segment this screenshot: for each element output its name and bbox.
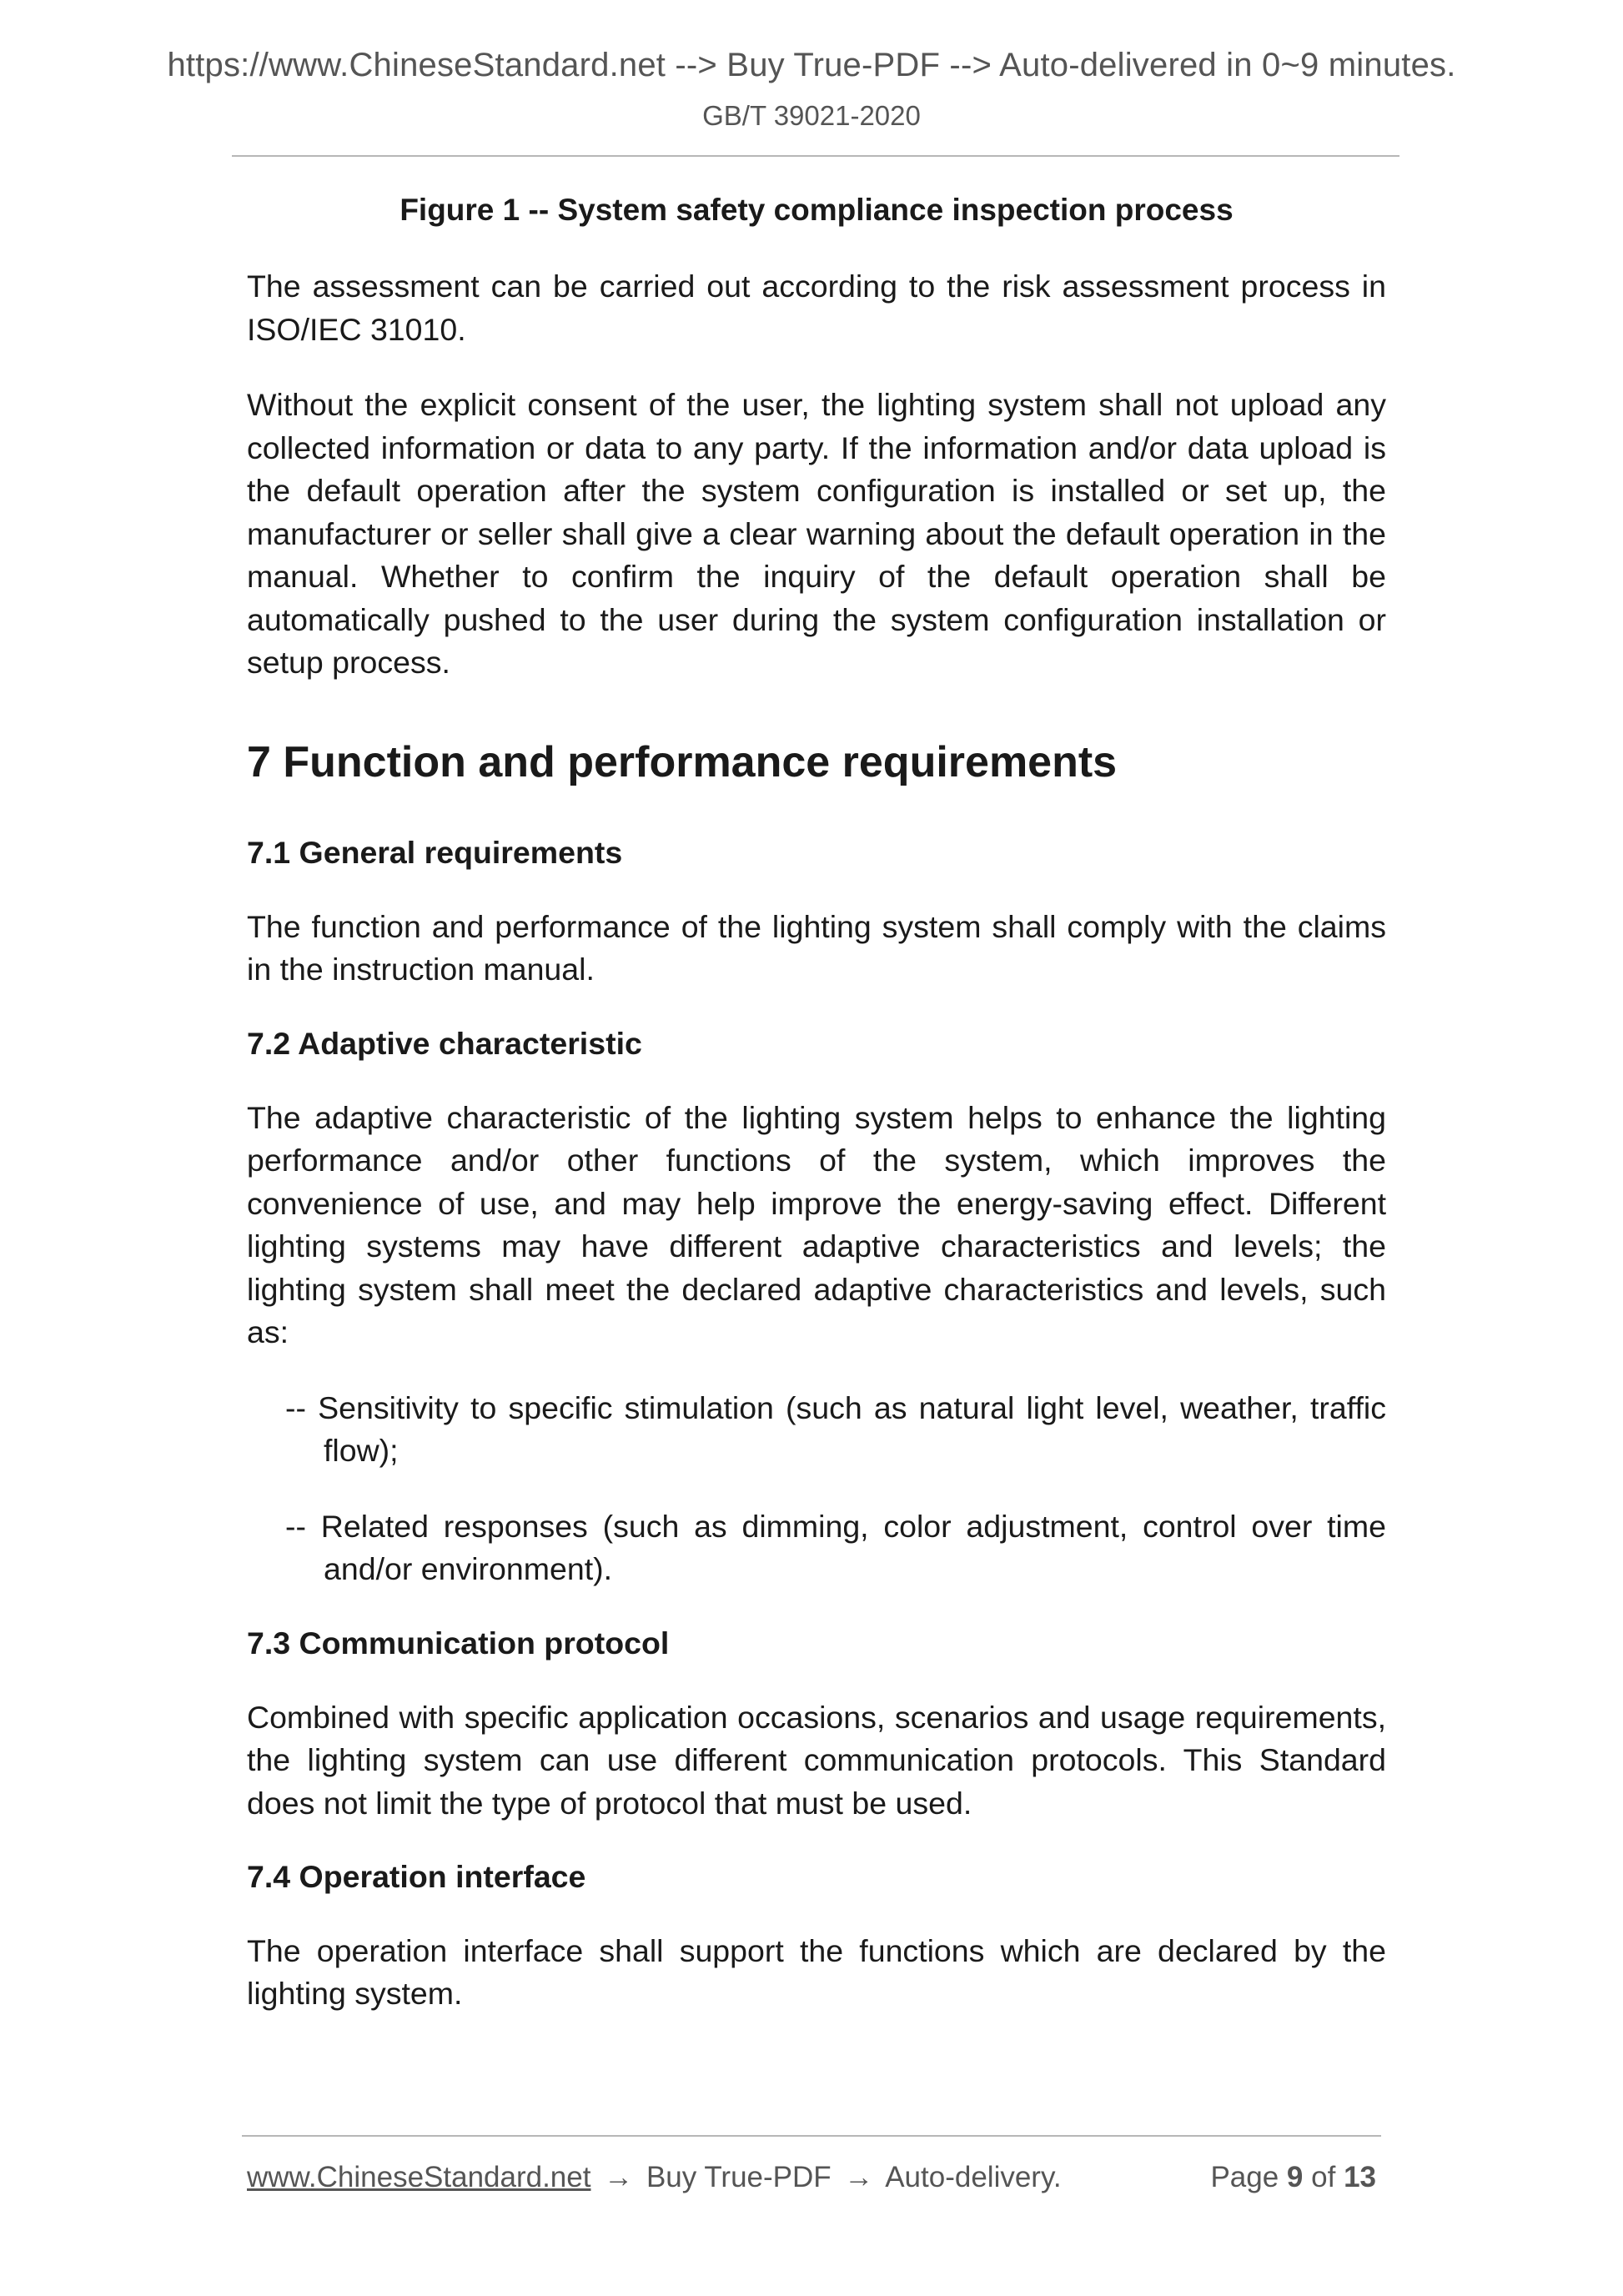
header-divider (232, 155, 1399, 157)
page-footer (247, 2161, 1376, 2194)
footer-buy-text: Buy True-PDF (646, 2161, 832, 2193)
section-7-4-text: The operation interface shall support the functions which are declared by the lighting system. (247, 1932, 1386, 2012)
document-body (247, 190, 1386, 2048)
footer-divider (242, 2135, 1381, 2137)
footer-site-link[interactable]: www.ChineseStandard.net (247, 2161, 591, 2193)
footer-delivery-text: Auto-delivery. (885, 2161, 1062, 2193)
arrow-right-icon: → (604, 2161, 634, 2193)
paragraph-assessment: The assessment can be carried out according to the risk assessment process in ISO/IEC 31010. (247, 269, 1386, 347)
section-7-3-heading: 7.3 Communication protocol (247, 1625, 670, 1660)
figure-caption: Figure 1 -- System safety compliance inspection process (399, 193, 1234, 227)
arrow-right-icon: → (844, 2161, 874, 2193)
page-label: Page (1210, 2161, 1279, 2193)
paragraph-user-consent: Without the explicit consent of the user, the lighting system shall not upload any collected information or data to any party. If the information and/or data upload is the default operation after the system configuration is installed or set up, the manufacturer or seller shall give a clear warning about the default operation in the manual. Whether to confirm the inquiry of the default operation shall be automatically pushed to the user during the system configuration installation or setup process. (247, 387, 1386, 681)
list-item: -- Related responses (such as dimming, color adjustment, control over time and/or environment). (285, 1508, 1386, 1587)
section-7-3-text: Combined with specific application occasions, scenarios and usage requirements, the lighting system can use different communication protocols. This Standard does not limit the type of protocol that must be used. (247, 1699, 1386, 1821)
section-7-heading: 7 Function and performance requirements (247, 737, 1118, 786)
page-current: 9 (1286, 2161, 1304, 2193)
list-item: -- Sensitivity to specific stimulation (such as natural light level, weather, traffic flow); (285, 1389, 1386, 1469)
standard-code: GB/T 39021-2020 (702, 100, 921, 131)
section-7-1-heading: 7.1 General requirements (247, 834, 623, 870)
section-7-2-heading: 7.2 Adaptive characteristic (247, 1025, 642, 1061)
page-total: 13 (1344, 2161, 1376, 2193)
of-label: of (1311, 2161, 1336, 2193)
section-7-2-text: The adaptive characteristic of the lighting system helps to enhance the lighting performance and/or other functions of the system, which improves the convenience of use, and may help improve the energy-saving effect. Different lighting systems may have different adaptive characteristics and levels; the lighting system shall meet the declared adaptive characteristics and levels, such as: (247, 1099, 1386, 1350)
section-7-1-text: The function and performance of the lighting system shall comply with the claims in the instruction manual. (247, 908, 1386, 987)
top-banner: https://www.ChineseStandard.net --> Buy True-PDF --> Auto-delivered in 0~9 minutes. (167, 47, 1456, 83)
section-7-4-heading: 7.4 Operation interface (247, 1859, 586, 1895)
footer-left (247, 2161, 1062, 2194)
page-number (1210, 2161, 1376, 2194)
